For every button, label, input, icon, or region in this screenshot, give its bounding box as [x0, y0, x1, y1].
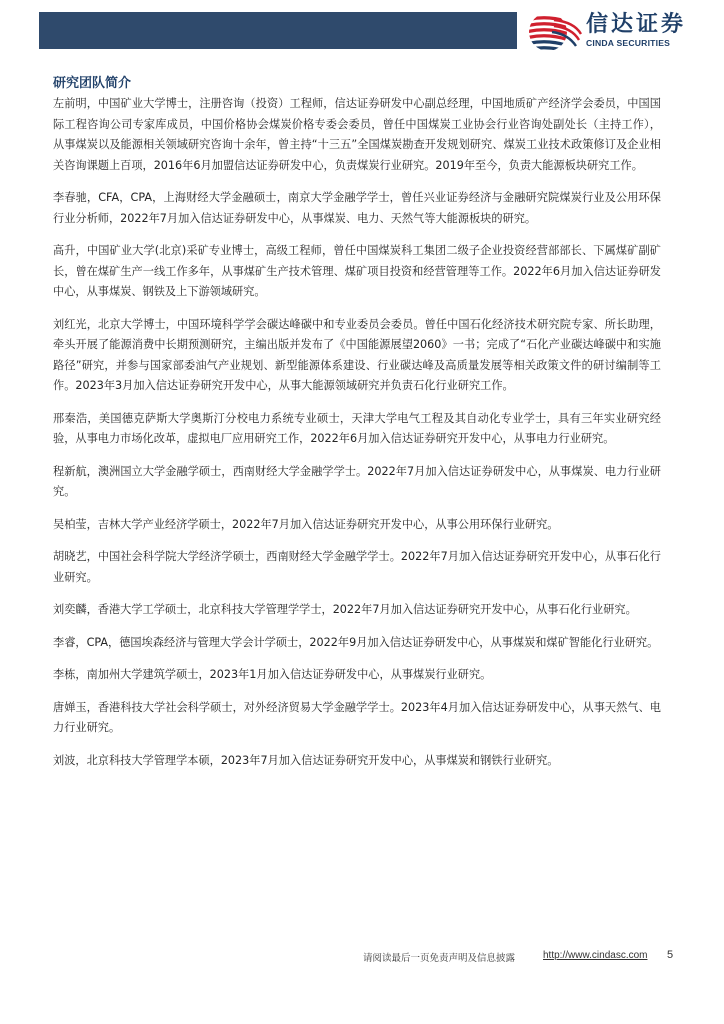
footer-disclaimer: 请阅读最后一页免责声明及信息披露 — [363, 953, 516, 964]
header-bar — [39, 12, 517, 49]
bio-paragraph: 李睿，CPA，德国埃森经济与管理大学会计学硕士，2022年9月加入信达证券研发中心，从事煤炭和煤矿智能化行业研究。 — [53, 635, 659, 649]
footer-website-link[interactable]: http://www.cindasc.com — [543, 950, 648, 961]
bio-paragraph: 胡晓艺，中国社会科学院大学经济学硕士，西南财经大学金融学学士。2022年7月加入信达证券研究开发中心，从事石化行业研究。 — [53, 550, 661, 584]
cinda-logo-icon — [524, 12, 582, 52]
team-bios — [53, 94, 661, 783]
bio-paragraph: 吴柏莹，吉林大学产业经济学硕士，2022年7月加入信达证券研究开发中心，从事公用环保行业研究。 — [53, 517, 559, 531]
bio-paragraph: 唐婵玉，香港科技大学社会科学硕士，对外经济贸易大学金融学学士。2023年4月加入信达证券研发中心，从事天然气、电力行业研究。 — [53, 700, 661, 734]
bio-paragraph: 邢秦浩，美国德克萨斯大学奥斯汀分校电力系统专业硕士，天津大学电气工程及其自动化专业学士，具有三年实业研究经验，从事电力市场化改革，虚拟电厂应用研究工作，2022年6月加入信达证券研究开发中心，从事电力行业研究。 — [53, 411, 661, 445]
bio-paragraph: 李春驰，CFA，CPA，上海财经大学金融硕士，南京大学金融学学士，曾任兴业证券经济与金融研究院煤炭行业及公用环保行业分析师，2022年7月加入信达证券研发中心，从事煤炭、电力、天然气等大能源板块的研究。 — [53, 191, 661, 225]
brand-name-cn: 信达证券 — [586, 12, 687, 37]
bio-paragraph: 高升，中国矿业大学(北京)采矿专业博士，高级工程师，曾任中国煤炭科工集团二级子企业投资经营部部长、下属煤矿副矿长，曾在煤矿生产一线工作多年，从事煤矿生产技术管理、煤矿项目投资和经营管理等工作。2022年6月加入信达证券研发中心，从事煤炭、钢铁及上下游领域研究。 — [53, 244, 661, 298]
bio-paragraph: 李栋，南加州大学建筑学硕士，2023年1月加入信达证券研发中心，从事煤炭行业研究。 — [53, 668, 492, 681]
bio-paragraph: 左前明，中国矿业大学博士，注册咨询（投资）工程师，信达证券研发中心副总经理，中国地质矿产经济学会委员，中国国际工程咨询公司专家库成员，中国价格协会煤炭价格专委会委员，曾任中国煤炭工业协会行业咨询处副处长（主持工作），从事煤炭以及能源相关领域研究咨询十余年，曾主持“十三五”全国煤炭勘查开发规划研究、煤炭工业技术政策修订及企业相关咨询课题上百项，2016年6月加盟信达证券研发中心，负责煤炭行业研究。2019年至今，负责大能源板块研究工作。 — [53, 97, 661, 172]
brand-name-en: CINDA SECURITIES — [586, 38, 671, 48]
bio-paragraph: 刘奕麟，香港大学工学硕士，北京科技大学管理学学士，2022年7月加入信达证券研究开发中心，从事石化行业研究。 — [53, 603, 637, 616]
cinda-logo — [524, 10, 699, 54]
page-number: 5 — [667, 949, 674, 961]
section-title: 研究团队简介 — [53, 76, 132, 91]
bio-paragraph: 程新航，澳洲国立大学金融学硕士，西南财经大学金融学学士。2022年7月加入信达证券研发中心，从事煤炭、电力行业研究。 — [53, 464, 661, 498]
bio-paragraph: 刘红光，北京大学博士，中国环境科学学会碳达峰碳中和专业委员会委员。曾任中国石化经济技术研究院专家、所长助理，牵头开展了能源消费中长期预测研究，主编出版并发布了《中国能源展望2060》一书；完成了“石化产业碳达峰碳中和实施路径”研究，并参与国家部委油气产业规划、新型能源体系建设、行业碳达峰及高质量发展等相关政策文件的研讨编制等工作。2023年3月加入信达证券研究开发中心，从事大能源领域研究并负责石化行业研究工作。 — [53, 317, 661, 392]
bio-paragraph: 刘波，北京科技大学管理学本硕，2023年7月加入信达证券研究开发中心，从事煤炭和钢铁行业研究。 — [53, 753, 559, 767]
